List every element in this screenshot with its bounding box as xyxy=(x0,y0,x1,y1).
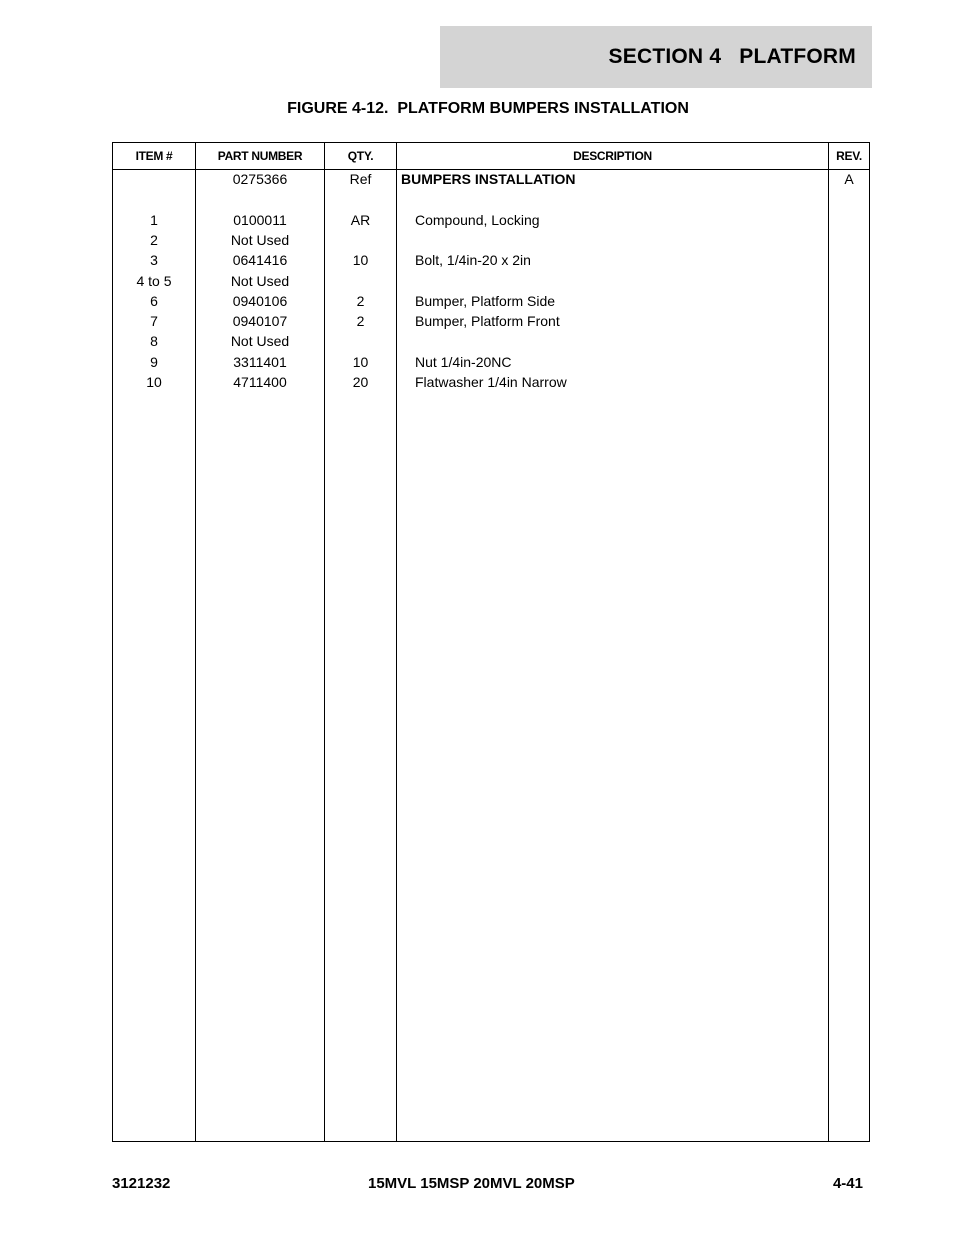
header-description: DESCRIPTION xyxy=(573,149,652,163)
footer-models: 15MVL 15MSP 20MVL 20MSP xyxy=(368,1175,575,1192)
revision-cell: A xyxy=(844,171,854,187)
revision-cell xyxy=(829,352,869,372)
revision-cell xyxy=(829,271,869,291)
description-cell: Bumper, Platform Side xyxy=(415,293,556,309)
table-row xyxy=(113,352,869,372)
quantity-cell: Ref xyxy=(349,171,372,187)
part-number-cell: Not Used xyxy=(230,333,290,349)
table-row xyxy=(113,210,869,230)
description-cell: Nut 1/4in-20NC xyxy=(415,354,512,370)
item-number-cell: 7 xyxy=(150,313,158,329)
quantity-cell xyxy=(325,230,396,250)
item-number-cell: 8 xyxy=(150,333,158,349)
header-part-number: PART NUMBER xyxy=(217,149,303,163)
description-cell: Bolt, 1/4in-20 x 2in xyxy=(415,252,531,268)
quantity-cell: 10 xyxy=(352,354,369,370)
revision-cell xyxy=(829,311,869,331)
revision-cell xyxy=(829,250,869,270)
revision-cell xyxy=(829,372,869,392)
item-number-cell: 6 xyxy=(150,293,158,309)
quantity-cell: 20 xyxy=(352,374,369,390)
quantity-cell xyxy=(325,271,396,291)
footer-doc-number: 3121232 xyxy=(112,1175,171,1192)
part-number-cell: 0100011 xyxy=(233,212,287,228)
table-row xyxy=(113,230,869,250)
item-number-cell: 9 xyxy=(150,354,158,370)
quantity-cell: 10 xyxy=(352,252,369,268)
revision-cell xyxy=(829,230,869,250)
part-number-cell: 0275366 xyxy=(232,171,288,187)
description-cell: Compound, Locking xyxy=(415,212,540,228)
description-cell xyxy=(415,331,840,351)
section-title: SECTION 4 PLATFORM xyxy=(608,45,856,68)
part-number-cell: 3311401 xyxy=(233,354,287,370)
revision-cell xyxy=(829,210,869,230)
quantity-cell: AR xyxy=(350,212,371,228)
item-number-cell: 4 to 5 xyxy=(136,273,172,289)
part-number-cell: 0940106 xyxy=(232,293,288,309)
table-row xyxy=(113,331,869,351)
parts-table xyxy=(112,142,870,1142)
item-number-cell: 3 xyxy=(150,252,158,268)
description-cell: Flatwasher 1/4in Narrow xyxy=(415,374,567,390)
header-qty: QTY. xyxy=(347,149,374,163)
part-number-cell: 0940107 xyxy=(232,313,288,329)
description-cell: BUMPERS INSTALLATION xyxy=(401,171,576,187)
item-number-cell: 1 xyxy=(150,212,158,228)
description-cell xyxy=(415,271,840,291)
header-item: ITEM # xyxy=(135,149,173,163)
header-rev: REV. xyxy=(836,149,862,163)
table-row xyxy=(113,271,869,291)
table-row xyxy=(113,311,869,331)
item-number-cell xyxy=(113,169,195,189)
table-row xyxy=(113,372,869,392)
table-row xyxy=(113,250,869,270)
item-number-cell: 2 xyxy=(150,232,158,248)
figure-title: FIGURE 4-12. PLATFORM BUMPERS INSTALLATION xyxy=(287,100,689,117)
item-number-cell: 10 xyxy=(146,374,162,390)
part-number-cell: 0641416 xyxy=(232,252,288,268)
part-number-cell: Not Used xyxy=(230,273,290,289)
table-row xyxy=(113,169,869,189)
revision-cell xyxy=(829,291,869,311)
quantity-cell: 2 xyxy=(356,313,365,329)
section-header xyxy=(440,26,872,88)
quantity-cell: 2 xyxy=(356,293,365,309)
quantity-cell xyxy=(325,331,396,351)
description-cell xyxy=(415,230,840,250)
footer-page-number: 4-41 xyxy=(832,1175,863,1192)
description-cell: Bumper, Platform Front xyxy=(415,313,560,329)
part-number-cell: 4711400 xyxy=(233,374,287,390)
part-number-cell: Not Used xyxy=(230,232,290,248)
revision-cell xyxy=(829,331,869,351)
table-row xyxy=(113,291,869,311)
